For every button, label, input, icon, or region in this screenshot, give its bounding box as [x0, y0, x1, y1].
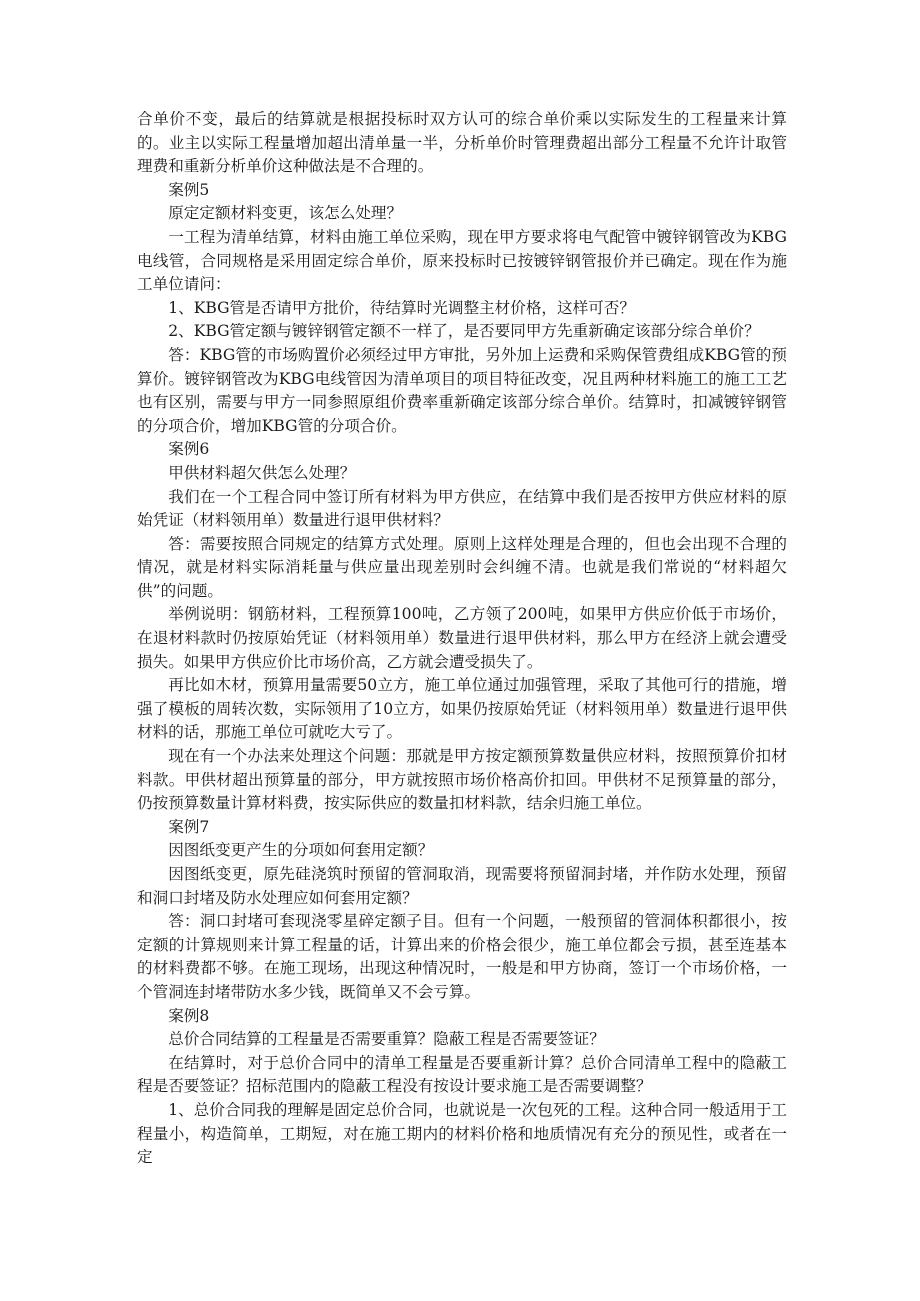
paragraph: 因图纸变更，原先硅浇筑时预留的管洞取消，现需要将预留洞封堵，并作防水处理，预留和洞口封堵及防水处理应如何套用定额？ [137, 865, 787, 907]
paragraph: 案例6 [168, 440, 210, 459]
paragraph: 一工程为清单结算，材料由施工单位采购，现在甲方要求将电气配管中镀锌钢管改为KBG电线管，合同规格是采用固定综合单价，原来投标时已按镀锌钢管报价并已确定。现在作为施工单位请问： [137, 227, 787, 294]
paragraph: 合单价不变，最后的结算就是根据投标时双方认可的综合单价乘以实际发生的工程量来计算的。业主以实际工程量增加超出清单量一半，分析单价时管理费超出部分工程量不允许计取管理费和重新分析单价这种做法是不合理的。 [137, 110, 787, 176]
paragraph: 举例说明：钢筋材料，工程预算100吨，乙方领了200吨，如果甲方供应价低于市场价，在退材料款时仍按原始凭证（材料领用单）数量进行退甲供材料，那么甲方在经济上就会遭受损失。如果甲方供应价比市场价高，乙方就会遭受损失了。 [137, 605, 787, 671]
paragraph: 再比如木材，预算用量需要50立方，施工单位通过加强管理，采取了其他可行的措施，增强了模板的周转次数，实际领用了10立方，如果仍按原始凭证（材料领用单）数量进行退甲供材料的话，那施工单位可就吃大亏了。 [137, 676, 787, 742]
paragraph: 2、KBG管定额与镀锌钢管定额不一样了，是否要同甲方先重新确定该部分综合单价？ [168, 322, 760, 341]
paragraph: 原定定额材料变更，该怎么处理？ [168, 204, 403, 223]
paragraph: 甲供材料超欠供怎么处理？ [168, 463, 356, 482]
paragraph: 案例8 [168, 1006, 210, 1025]
paragraph: 案例5 [168, 180, 210, 199]
paragraph: 因图纸变更产生的分项如何套用定额？ [168, 841, 434, 860]
paragraph: 在结算时，对于总价合同中的清单工程量是否要重新计算？总价合同清单工程中的隐蔽工程是否要签证？招标范围内的隐蔽工程没有按设计要求施工是否需要调整？ [137, 1053, 787, 1096]
paragraph: 答：洞口封堵可套现浇零星碎定额子目。但有一个问题，一般预留的管洞体积都很小，按定额的计算规则来计算工程量的话，计算出来的价格会很少，施工单位都会亏损，甚至连基本的材料费都不够。在施工现场，出现这种情况时，一般是和甲方协商，签订一个市场价格，一个管洞连封堵带防水多少钱，既简单又不会亏算。 [137, 912, 787, 1001]
paragraph: 1、总价合同我的理解是固定总价合同，也就说是一次包死的工程。这种合同一般适用于工程量小，构造简单，工期短，对在施工期内的材料价格和地质情况有充分的预见性，或者在一定 [137, 1100, 787, 1167]
paragraph: 现在有一个办法来处理这个问题：那就是甲方按定额预算数量供应材料，按照预算价扣材料款。甲供材超出预算量的部分，甲方就按照市场价格高价扣回。甲供材不足预算量的部分，仍按预算数量计算材料费，按实际供应的数量扣材料款，结余归施工单位。 [137, 747, 787, 813]
paragraph: 答：需要按照合同规定的结算方式处理。原则上这样处理是合理的，但也会出现不合理的情况，就是材料实际消耗量与供应量出现差别时会纠缠不清。也就是我们常说的“材料超欠供”的问题。 [137, 534, 787, 600]
paragraph: 1、KBG管是否请甲方批价，待结算时光调整主材价格，这样可否？ [168, 298, 635, 317]
document-page [137, 108, 787, 1170]
paragraph: 我们在一个工程合同中签订所有材料为甲方供应，在结算中我们是否按甲方供应材料的原始凭证（材料领用单）数量进行退甲供材料？ [137, 487, 787, 530]
paragraph: 总价合同结算的工程量是否需要重算？隐蔽工程是否需要签证？ [168, 1030, 605, 1049]
paragraph: 案例7 [168, 817, 210, 836]
paragraph: 答：KBG管的市场购置价必须经过甲方审批，另外加上运费和采购保管费组成KBG管的预算价。镀锌钢管改为KBG电线管因为清单项目的项目特征改变，况且两种材料施工的施工工艺也有区别，需要与甲方一同参照原组价费率重新确定该部分综合单价。结算时，扣减镀锌钢管的分项合价，增加KBG管的分项合价。 [137, 345, 787, 435]
